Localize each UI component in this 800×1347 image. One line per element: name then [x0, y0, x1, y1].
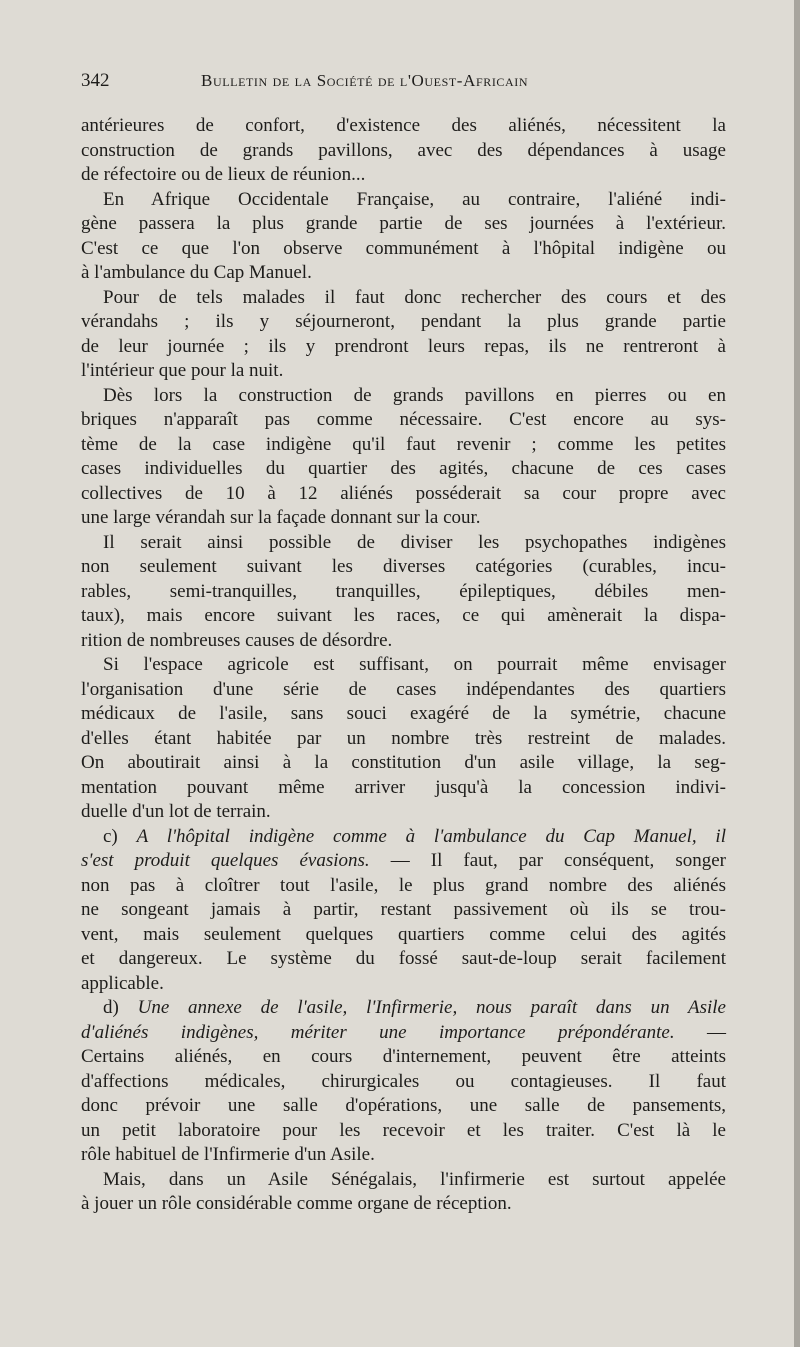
line-text: de leur journée ; ils y prendront leurs repas, ils ne rentreront à: [81, 335, 726, 357]
line-text: rôle habituel de l'Infirmerie d'un Asile.: [81, 1144, 375, 1165]
italic-text: A l'hôpital indigène comme à l'ambulance du Cap Manuel, il: [136, 825, 726, 847]
line-text: vérandahs ; ils y séjourneront, pendant la plus grande partie: [81, 311, 726, 332]
line-text: Certains aliénés, en cours d'internement, peuvent être atteints: [81, 1046, 726, 1067]
line-text: duelle d'un lot de terrain.: [81, 801, 271, 822]
line-text: non pas à cloîtrer tout l'asile, le plus grand nombre des aliénés: [81, 874, 726, 896]
line-text: et dangereux. Le système du fossé saut-de-loup serait facilement: [81, 948, 726, 969]
line-text: mentation pouvant même arriver jusqu'à la concession indivi-: [81, 776, 726, 798]
line-text: Dès lors la construction de grands pavillons en pierres ou en: [103, 384, 726, 406]
line-text: c): [103, 825, 137, 847]
text-line: [81, 776, 726, 801]
text-line: [81, 1070, 726, 1095]
line-text: d'elles étant habitée par un nombre très restreint de malades.: [81, 727, 726, 749]
text-line: [81, 653, 726, 678]
line-text: gène passera la plus grande partie de ses journées à l'extérieur.: [81, 213, 726, 234]
line-text: un petit laboratoire pour les recevoir et les traiter. C'est là le: [81, 1119, 726, 1141]
text-line: [81, 139, 726, 164]
text-line: [81, 1143, 726, 1168]
text-line: [81, 482, 726, 507]
line-text: de réfectoire ou de lieux de réunion...: [81, 164, 366, 185]
text-line: [81, 1045, 726, 1070]
text-line: [81, 800, 726, 825]
text-line: [81, 727, 726, 752]
text-line: [81, 1168, 726, 1193]
text-line: [81, 531, 726, 556]
text-line: [81, 261, 726, 286]
text-line: [81, 825, 726, 850]
line-text: En Afrique Occidentale Française, au contraire, l'aliéné indi-: [103, 188, 726, 210]
line-text: d'affections médicales, chirurgicales ou contagieuses. Il faut: [81, 1070, 726, 1092]
line-text: —: [674, 1021, 726, 1043]
line-text: vent, mais seulement quelques quartiers comme celui des agités: [81, 923, 726, 945]
line-text: une large vérandah sur la façade donnant sur la cour.: [81, 507, 481, 528]
line-text: collectives de 10 à 12 aliénés posséderait sa cour propre avec: [81, 482, 726, 504]
text-line: [81, 1192, 726, 1217]
line-text: l'organisation d'une série de cases indépendantes des quartiers: [81, 678, 726, 700]
line-text: Pour de tels malades il faut donc rechercher des cours et des: [103, 286, 726, 308]
page-number: 342: [81, 70, 110, 91]
text-line: [81, 506, 726, 531]
text-line: [81, 114, 726, 139]
body-text: [81, 114, 726, 1217]
text-line: [81, 457, 726, 482]
text-line: [81, 408, 726, 433]
text-line: [81, 604, 726, 629]
line-text: l'intérieur que pour la nuit.: [81, 360, 284, 381]
text-line: [81, 286, 726, 311]
page-edge-shadow: [794, 0, 800, 1347]
running-title: Bulletin de la Société de l'Ouest-Africain: [201, 71, 529, 90]
italic-text: d'aliénés indigènes, mériter une importance prépondérante.: [81, 1021, 675, 1043]
text-line: [81, 310, 726, 335]
line-text: briques n'apparaît pas comme nécessaire. C'est encore au sys-: [81, 409, 726, 430]
text-line: [81, 629, 726, 654]
line-text: Mais, dans un Asile Sénégalais, l'infirmerie est surtout appelée: [103, 1168, 726, 1190]
italic-text: s'est produit quelques évasions.: [81, 850, 370, 871]
text-line: [81, 555, 726, 580]
line-text: rition de nombreuses causes de désordre.: [81, 629, 393, 651]
line-text: non seulement suivant les diverses catégories (curables, incu-: [81, 556, 726, 577]
line-text: ne songeant jamais à partir, restant passivement où ils se trou-: [81, 899, 726, 920]
text-line: [81, 237, 726, 262]
line-text: cases individuelles du quartier des agités, chacune de ces cases: [81, 458, 726, 479]
text-line: [81, 580, 726, 605]
line-text: Il serait ainsi possible de diviser les psychopathes indigènes: [103, 531, 726, 553]
line-text: On aboutirait ainsi à la constitution d'un asile village, la seg-: [81, 752, 726, 773]
text-line: [81, 359, 726, 384]
text-line: [81, 1021, 726, 1046]
line-text: taux), mais encore suivant les races, ce qui amènerait la dispa-: [81, 605, 726, 626]
text-line: [81, 335, 726, 360]
text-line: [81, 1119, 726, 1144]
line-text: antérieures de confort, d'existence des aliénés, nécessitent la: [81, 115, 726, 136]
line-text: tème de la case indigène qu'il faut revenir ; comme les petites: [81, 433, 726, 455]
italic-text: Une annexe de l'asile, l'Infirmerie, nous paraît dans un Asile: [137, 997, 726, 1018]
line-text: donc prévoir une salle d'opérations, une salle de pansements,: [81, 1095, 726, 1116]
text-line: [81, 874, 726, 899]
line-text: applicable.: [81, 972, 164, 994]
text-line: [81, 849, 726, 874]
text-line: [81, 702, 726, 727]
text-line: [81, 751, 726, 776]
text-line: [81, 212, 726, 237]
text-line: [81, 384, 726, 409]
text-line: [81, 163, 726, 188]
line-text: C'est ce que l'on observe communément à l'hôpital indigène ou: [81, 237, 726, 259]
text-line: [81, 433, 726, 458]
line-text: rables, semi-tranquilles, tranquilles, épileptiques, débiles men-: [81, 580, 726, 602]
line-text: à jouer un rôle considérable comme organe de réception.: [81, 1193, 512, 1214]
line-text: médicaux de l'asile, sans souci exagéré de la symétrie, chacune: [81, 703, 726, 724]
line-text: Si l'espace agricole est suffisant, on pourrait même envisager: [103, 654, 726, 675]
line-text: — Il faut, par conséquent, songer: [369, 850, 726, 871]
line-text: construction de grands pavillons, avec des dépendances à usage: [81, 139, 726, 161]
text-line: [81, 678, 726, 703]
text-line: [81, 188, 726, 213]
text-line: [81, 923, 726, 948]
text-line: [81, 947, 726, 972]
page-header: [81, 70, 726, 94]
text-line: [81, 1094, 726, 1119]
text-line: [81, 898, 726, 923]
text-line: [81, 996, 726, 1021]
text-line: [81, 972, 726, 997]
line-text: à l'ambulance du Cap Manuel.: [81, 262, 312, 283]
line-text: d): [103, 997, 138, 1018]
